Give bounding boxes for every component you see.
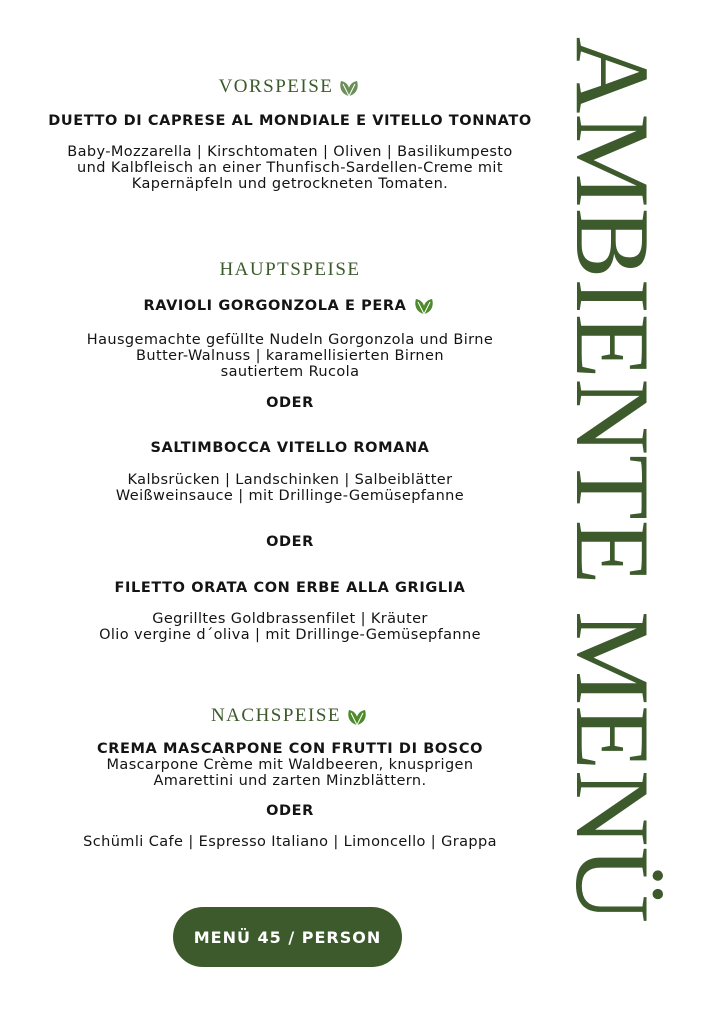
- dish-ravioli-name: RAVIOLI GORGONZOLA E PERA: [143, 298, 407, 314]
- oder-separator: ODER: [266, 803, 314, 819]
- description-line: Kapernäpfeln und getrockneten Tomaten.: [131, 176, 449, 192]
- description-line: Olio vergine d´oliva | mit Drillinge-Gemüsepfanne: [99, 627, 481, 643]
- section-title-nachspeise: [20, 705, 560, 727]
- price-badge: MENÜ 45 / PERSON: [173, 907, 402, 967]
- dish-crema-mascarpone: CREMA MASCARPONE CON FRUTTI DI BOSCO: [97, 741, 483, 757]
- dish-ravioli: [20, 297, 560, 315]
- leaf-icon: [411, 297, 437, 315]
- section-title-vorspeise: [20, 76, 560, 98]
- nachspeise-title: NACHSPEISE: [210, 705, 342, 726]
- dish-duetto-description: [20, 144, 560, 192]
- description-line: Mascarpone Crème mit Waldbeeren, knusprigen: [106, 757, 474, 773]
- dish-filetto-orata-description: [20, 611, 560, 643]
- description-line: sautiertem Rucola: [220, 364, 360, 380]
- section-title-hauptspeise: [20, 259, 560, 281]
- hauptspeise-title: HAUPTSPEISE: [219, 259, 361, 280]
- dish-filetto-orata: FILETTO ORATA CON ERBE ALLA GRIGLIA: [114, 580, 466, 596]
- leaf-icon: [337, 79, 361, 97]
- description-line: und Kalbfleisch an einer Thunfisch-Sardellen-Creme mit: [77, 160, 503, 176]
- description-line: Gegrilltes Goldbrassenfilet | Kräuter: [152, 611, 428, 627]
- description-line: Baby-Mozzarella | Kirschtomaten | Oliven | Basilikumpesto: [67, 144, 513, 160]
- dish-ravioli-description: [20, 332, 560, 380]
- dish-duetto: DUETTO DI CAPRESE AL MONDIALE E VITELLO TONNATO: [48, 113, 532, 129]
- description-line: Amarettini und zarten Minzblättern.: [153, 773, 427, 789]
- dessert-alternatives: Schümli Cafe | Espresso Italiano | Limoncello | Grappa: [83, 834, 497, 850]
- vertical-title: AMBIENTE MENÜ: [554, 36, 671, 924]
- description-line: Butter-Walnuss | karamellisierten Birnen: [136, 348, 444, 364]
- dish-crema-mascarpone-description: [20, 757, 560, 789]
- dish-saltimbocca-description: [20, 472, 560, 504]
- oder-separator: ODER: [266, 395, 314, 411]
- dish-saltimbocca: SALTIMBOCCA VITELLO ROMANA: [150, 440, 430, 456]
- oder-separator: ODER: [266, 534, 314, 550]
- vorspeise-title: VORSPEISE: [218, 76, 334, 97]
- leaf-icon: [345, 708, 369, 726]
- description-line: Hausgemachte gefüllte Nudeln Gorgonzola und Birne: [86, 332, 494, 348]
- description-line: Kalbsrücken | Landschinken | Salbeiblätter: [127, 472, 453, 488]
- description-line: Weißweinsauce | mit Drillinge-Gemüsepfanne: [115, 488, 465, 504]
